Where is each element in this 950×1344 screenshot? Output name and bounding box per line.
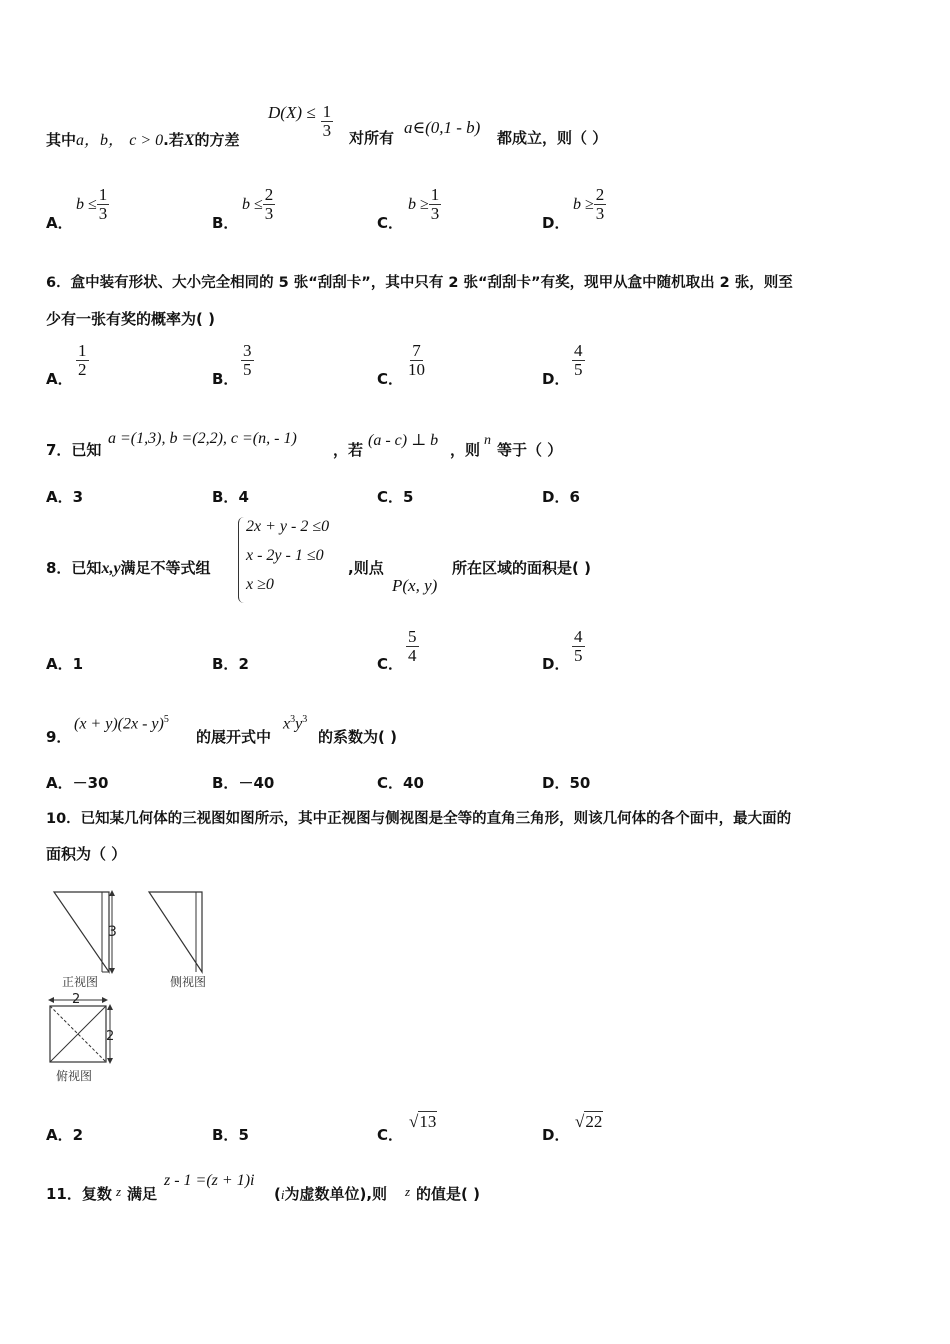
q8-point: P(x, y) [392,576,438,595]
q5-dx: D(X) ≤ [268,103,316,122]
q5-option-c-expr [408,186,441,223]
q8-prefix-wrap [46,557,211,578]
q7-option-d[interactable] [542,486,580,507]
q7-option-a-value: 3 [72,488,84,506]
q5-option-a-frac [97,186,110,223]
q7-option-b-label: B． [212,488,239,506]
q11-end: 的值是( ) [416,1185,480,1203]
q10-option-d[interactable] [542,1124,569,1145]
q10-option-d-sqrt: √22 [575,1112,603,1131]
q7-mid2: ，则 [450,441,481,459]
q6-option-a-num: 1 [78,341,87,360]
q7-option-c[interactable] [377,486,413,507]
q10-option-c[interactable] [377,1124,403,1145]
q9-term-y-exp: 3 [302,714,308,725]
q9-option-c-value: 40 [403,774,424,792]
q11-var2: z [405,1184,411,1199]
q5-option-b-frac [263,186,276,223]
q7-option-a[interactable] [46,486,83,507]
q11-i: i [280,1187,285,1202]
top-view-label: 俯视图 [56,1069,93,1083]
q10-option-b-label: B． [212,1126,239,1144]
q10-option-c-sqrt: √13 [409,1112,437,1131]
q6-option-d-num: 4 [574,341,583,360]
q10-option-b-value: 5 [238,1126,249,1144]
q5-X: X [183,132,195,149]
side-view-label: 侧视图 [170,975,207,989]
q5-option-c-label: C． [377,214,404,232]
q5-option-b-label: B． [212,214,239,232]
q11-var: z [116,1184,122,1199]
q11-mid: 满足 [127,1185,158,1203]
top-width-dim: 2 [72,992,81,1007]
q9-option-b-label: B． [212,774,239,792]
q9-option-d[interactable] [542,772,590,793]
q7-option-b-value: 4 [238,488,249,506]
q6-option-a-den: 2 [78,359,87,379]
q6-option-c-num: 7 [412,341,421,360]
q8-option-d-label: D． [542,655,570,673]
q9-exp: 5 [163,714,169,725]
q5-option-a-expr [76,186,109,223]
q5-dx-den: 3 [322,120,332,140]
q7-condition: (a - c) ⊥ b [368,432,439,449]
q9-option-d-label: D． [542,774,570,792]
q6-line2: 少有一张有奖的概率为( ) [46,310,215,328]
q9-option-a-value: －30 [72,774,109,792]
q9-option-a-label: A． [46,774,73,792]
q7-option-c-label: C． [377,488,404,506]
q8-option-a-value: 1 [72,655,84,673]
q6-option-b[interactable] [212,368,238,389]
q9-expr: (x + y)(2x - y) [74,715,164,733]
q7-end: 等于（ ） [497,441,563,459]
q5-variance-expr [268,103,333,140]
q5-option-d-num: 2 [595,185,605,204]
q8-option-c[interactable] [377,653,403,674]
q5-option-d-expr [573,186,606,223]
q7-vectors: a =(1,3), b =(2,2), c =(n, - 1) [108,430,297,447]
q10-option-d-label: D． [542,1126,570,1144]
q5-vars: a，b， [76,132,125,149]
q6-option-b-label: B． [212,370,239,388]
q8-prefix: 8．已知 [46,559,102,577]
q8-option-b-label: B． [212,655,239,673]
q10-line1: 10．已知某几何体的三视图如图所示，其中正视图与侧视图是全等的直角三角形，则该几何体的各个面中，最大面的 [46,811,792,827]
q6-option-d-frac [572,342,585,379]
q9-option-b-value: －40 [238,774,275,792]
q10-option-c-radicand: 13 [419,1112,437,1131]
q11-equation: z - 1 =(z + 1)i [164,1172,255,1189]
q7-prefix: 7．已知 [46,441,102,459]
q6-option-a-label: A． [46,370,73,388]
q8-option-a[interactable] [46,653,83,674]
q6-option-a-frac [76,342,89,379]
q5-dx-num: 1 [322,102,332,121]
q9-option-b[interactable] [212,772,274,793]
q9-term-x: x [283,715,291,733]
q7-option-a-label: A． [46,488,73,506]
q9-mid: 的展开式中 [196,728,272,746]
q11-prefix: 11．复数 [46,1185,112,1203]
q9-term-wrap [283,714,307,733]
q7-var: n [484,433,491,448]
q5-option-c-frac [429,186,442,223]
q5-end: 都成立，则（ ） [497,129,608,147]
q8-option-c-den: 4 [408,645,417,665]
q5-option-d-frac [594,186,607,223]
q8-option-b-value: 2 [238,655,249,673]
q6-option-c-den: 10 [408,359,425,379]
front-view-label: 正视图 [62,975,99,989]
q6-option-d-label: D． [542,370,570,388]
q8-option-d[interactable] [542,653,569,674]
q6-option-c-label: C． [377,370,404,388]
q8-option-d-frac [572,628,585,665]
front-view [54,890,117,974]
q5-prefix: 其中 [46,131,77,149]
q9-option-a[interactable] [46,772,108,793]
q8-option-c-frac [406,628,419,665]
q5-option-a-ineq: b ≤ [76,195,97,213]
q10-option-b[interactable] [212,1124,249,1145]
q5-cond: c > 0 [129,132,164,149]
q10-option-a-value: 2 [72,1126,84,1144]
q8-mid: 满足不等式组 [120,559,211,577]
q10-option-c-label: C． [377,1126,404,1144]
side-view [149,892,202,972]
q6-line1: 6．盒中装有形状、大小完全相同的 5 张“刮刮卡”，其中只有 2 张“刮刮卡”有奖，现甲从盒中随机取出 2 张，则至 [46,275,793,291]
q5-text [46,127,240,150]
q10-line2: 面积为（ ） [46,845,127,863]
q11-note: 为虚数单位),则 [284,1185,388,1203]
q11-paren: ( [274,1185,281,1203]
q5-option-d-label: D． [542,214,570,232]
q9-term-x-exp: 3 [290,714,296,725]
q5-option-d-den: 3 [595,203,605,223]
q6-option-d[interactable] [542,368,569,389]
q5-option-b-den: 3 [264,203,274,223]
q7-mid: ，若 [333,441,364,459]
q8-end: 所在区域的面积是( ) [452,559,591,577]
q5-option-a[interactable] [46,212,73,233]
q6-option-b-num: 3 [243,341,252,360]
q6-option-b-den: 5 [243,359,252,379]
q7-option-d-value: 6 [569,488,580,506]
q11-note-wrap [274,1183,387,1204]
q6-option-d-den: 5 [574,359,583,379]
q5-mid3: 对所有 [349,129,395,147]
q6-option-c-frac [406,342,427,379]
q9-option-c[interactable] [377,772,424,793]
q10-option-a-label: A． [46,1126,73,1144]
q5-option-d-ineq: b ≥ [573,195,594,213]
q5-option-c-den: 3 [430,203,440,223]
q5-option-b-num: 2 [264,185,274,204]
q8-option-b[interactable] [212,653,249,674]
q5-mid1: .若 [163,131,184,149]
q5-option-b-expr [242,186,275,223]
q5-option-a-label: A． [46,214,73,232]
q10-three-view-figure [44,884,244,1090]
q5-option-c[interactable] [377,212,403,233]
q8-ineq-1: 2x + y - 2 ≤0 [246,518,330,535]
q8-vars: x,y [101,560,121,577]
q8-ineq-2: x - 2y - 1 ≤0 [246,547,324,564]
q8-ineq-3: x ≥0 [246,576,274,593]
q5-option-b[interactable] [212,212,238,233]
q5-dx-fraction [321,103,334,140]
q6-option-b-frac [241,342,254,379]
q5-mid2: 的方差 [194,131,240,149]
q10-option-d-radicand: 22 [585,1112,603,1131]
q8-option-c-label: C． [377,655,404,673]
q7-option-b[interactable] [212,486,249,507]
q9-expr-wrap [74,714,169,733]
q5-a-range: a∈(0,1 - b) [404,118,481,137]
q8-mid2: ,则点 [348,559,384,577]
q5-option-c-num: 1 [430,185,440,204]
q5-option-b-ineq: b ≤ [242,195,263,213]
q8-option-d-num: 4 [574,627,583,646]
q5-option-d[interactable] [542,212,569,233]
top-view [48,992,114,1064]
q5-option-c-ineq: b ≥ [408,195,429,213]
front-height-dim: 3 [108,924,117,940]
q9-end: 的系数为( ) [318,728,397,746]
q8-option-c-num: 5 [408,627,417,646]
q8-option-a-label: A． [46,655,73,673]
q5-option-a-den: 3 [98,203,108,223]
q9-prefix: 9． [46,728,72,746]
q8-option-d-den: 5 [574,645,583,665]
q10-option-a[interactable] [46,1124,83,1145]
q9-term-y: y [295,715,303,733]
q9-option-d-value: 50 [569,774,591,792]
top-depth-dim: 2 [106,1029,115,1044]
q6-option-a[interactable] [46,368,73,389]
q9-option-c-label: C． [377,774,404,792]
q5-option-a-num: 1 [98,185,108,204]
q7-option-d-label: D． [542,488,570,506]
q6-option-c[interactable] [377,368,403,389]
q7-option-c-value: 5 [403,488,414,506]
